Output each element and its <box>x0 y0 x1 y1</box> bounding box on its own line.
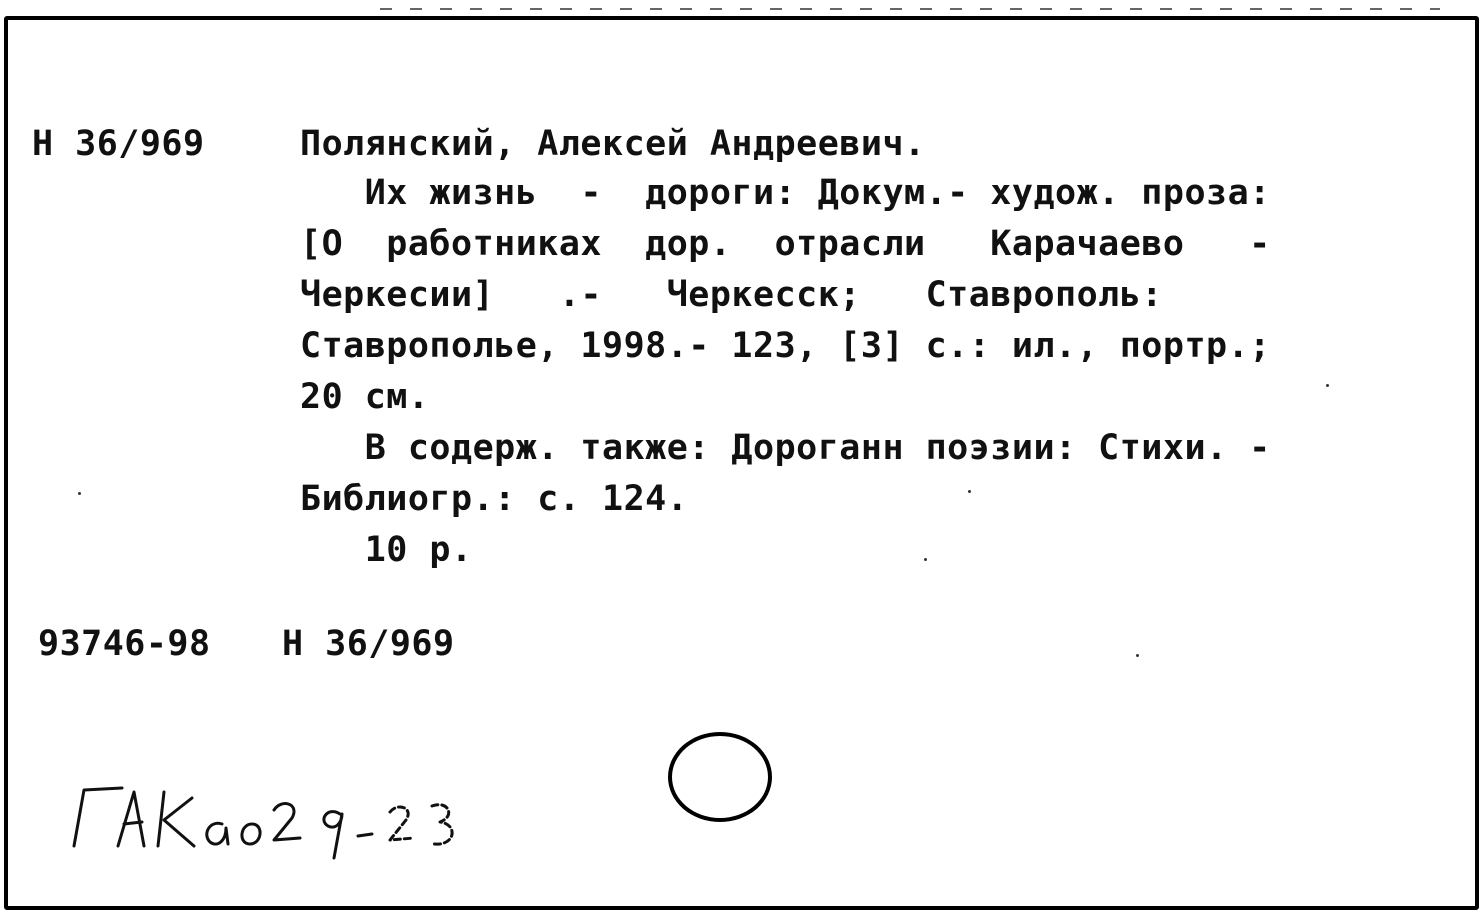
bibliographic-description <box>300 168 1400 576</box>
description-line: Черкесии] .- Черкесск; Ставрополь: <box>300 275 1163 315</box>
ink-speck <box>78 492 81 495</box>
description-line: Ставрополье, 1998.- 123, [3] с.: ил., портр.; <box>300 326 1271 366</box>
top-dash-line <box>380 8 1440 10</box>
contents-note <box>300 423 1400 525</box>
ink-speck <box>968 490 971 493</box>
handwritten-code <box>60 762 580 872</box>
shelfmark: Н 36/969 <box>32 124 205 164</box>
author-heading: Полянский, Алексей Андреевич. <box>300 124 926 164</box>
description-line: Их жизнь - дороги: Докум.- худож. проза: <box>300 173 1271 213</box>
price: 10 р. <box>300 530 473 570</box>
description-line: 20 см. <box>300 377 430 417</box>
ink-speck <box>1326 384 1329 387</box>
note-line: В содерж. также: Дороганн поэзии: Стихи. - <box>300 428 1271 468</box>
note-line: Библиогр.: с. 124. <box>300 479 689 519</box>
title-area <box>300 168 1400 423</box>
shelfmark-bottom: Н 36/969 <box>282 624 455 664</box>
description-line: [О работниках дор. отрасли Карачаево - <box>300 224 1271 264</box>
stamp-circle <box>668 732 772 822</box>
ink-speck <box>1136 654 1139 657</box>
inventory-number: 93746-98 <box>38 624 211 664</box>
ink-speck <box>924 558 927 561</box>
